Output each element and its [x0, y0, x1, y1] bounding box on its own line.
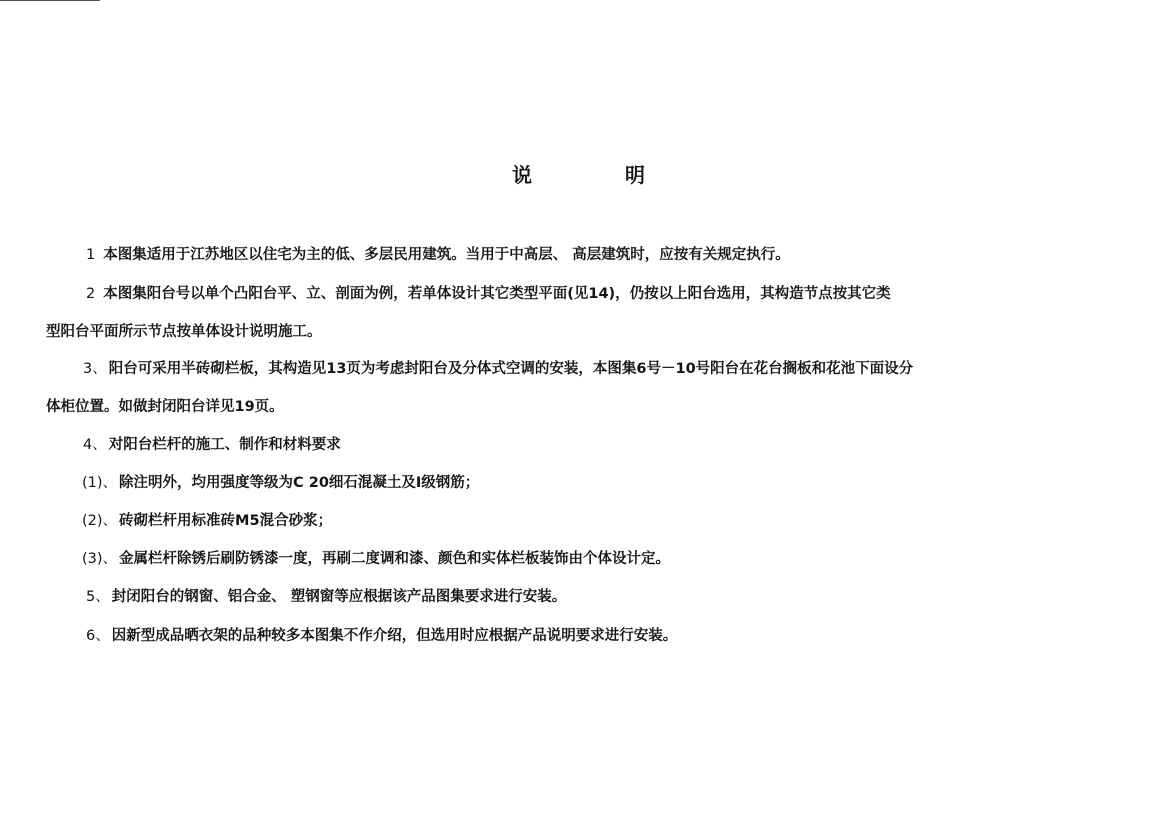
note-5-number: 5、: [86, 589, 110, 605]
note-2: [86, 284, 891, 304]
note-4: [83, 435, 341, 455]
note-1-text: 本图集适用于江苏地区以住宅为主的低、多层民用建筑。当用于中高层、 高层建筑时，应按有关规定执行。: [103, 247, 790, 263]
note-6: [86, 626, 677, 646]
note-4-3: [82, 549, 670, 569]
note-3-number: 3、: [83, 361, 107, 377]
note-4-2-text: 砖砌栏杆用标准砖M5混合砂浆；: [119, 513, 333, 529]
note-4-1-number: (1)、: [82, 475, 118, 491]
title-char-1: 说: [512, 163, 532, 187]
note-4-2: [82, 511, 332, 531]
title-char-2: 明: [625, 163, 645, 187]
note-2-continued: [46, 322, 322, 342]
note-4-number: 4、: [83, 437, 107, 453]
note-4-1: [82, 473, 479, 493]
note-1-number: 1: [86, 247, 96, 263]
note-3-text: 阳台可采用半砖砌栏板，其构造见13页为考虑封阳台及分体式空调的安装，本图集6号－10号阳台在花台搁板和花池下面设分: [108, 361, 914, 377]
note-6-number: 6、: [86, 628, 110, 644]
note-2-text: 本图集阳台号以单个凸阳台平、立、剖面为例，若单体设计其它类型平面(见14)，仍按以上阳台选用，其构造节点按其它类: [103, 286, 891, 302]
note-5: [86, 587, 566, 607]
note-2-continued-text: 型阳台平面所示节点按单体设计说明施工。: [46, 324, 322, 340]
note-4-1-text: 除注明外，均用强度等级为C 20细石混凝土及Ⅰ级钢筋；: [119, 475, 480, 491]
note-3-continued-text: 体柜位置。如做封闭阳台详见19页。: [46, 399, 284, 415]
note-5-text: 封闭阳台的钢窗、铝合金、 塑钢窗等应根据该产品图集要求进行安装。: [111, 589, 567, 605]
note-4-3-text: 金属栏杆除锈后刷防锈漆一度，再刷二度调和漆、颜色和实体栏板装饰由个体设计定。: [119, 551, 671, 567]
note-4-2-number: (2)、: [82, 513, 118, 529]
note-3-continued: [46, 397, 284, 417]
note-1: [86, 245, 790, 265]
note-6-text: 因新型成品晒衣架的品种较多本图集不作介绍，但选用时应根据产品说明要求进行安装。: [111, 628, 678, 644]
note-4-3-number: (3)、: [82, 551, 118, 567]
note-2-number: 2: [86, 286, 96, 302]
note-4-text: 对阳台栏杆的施工、制作和材料要求: [108, 437, 341, 453]
note-3: [83, 359, 913, 379]
